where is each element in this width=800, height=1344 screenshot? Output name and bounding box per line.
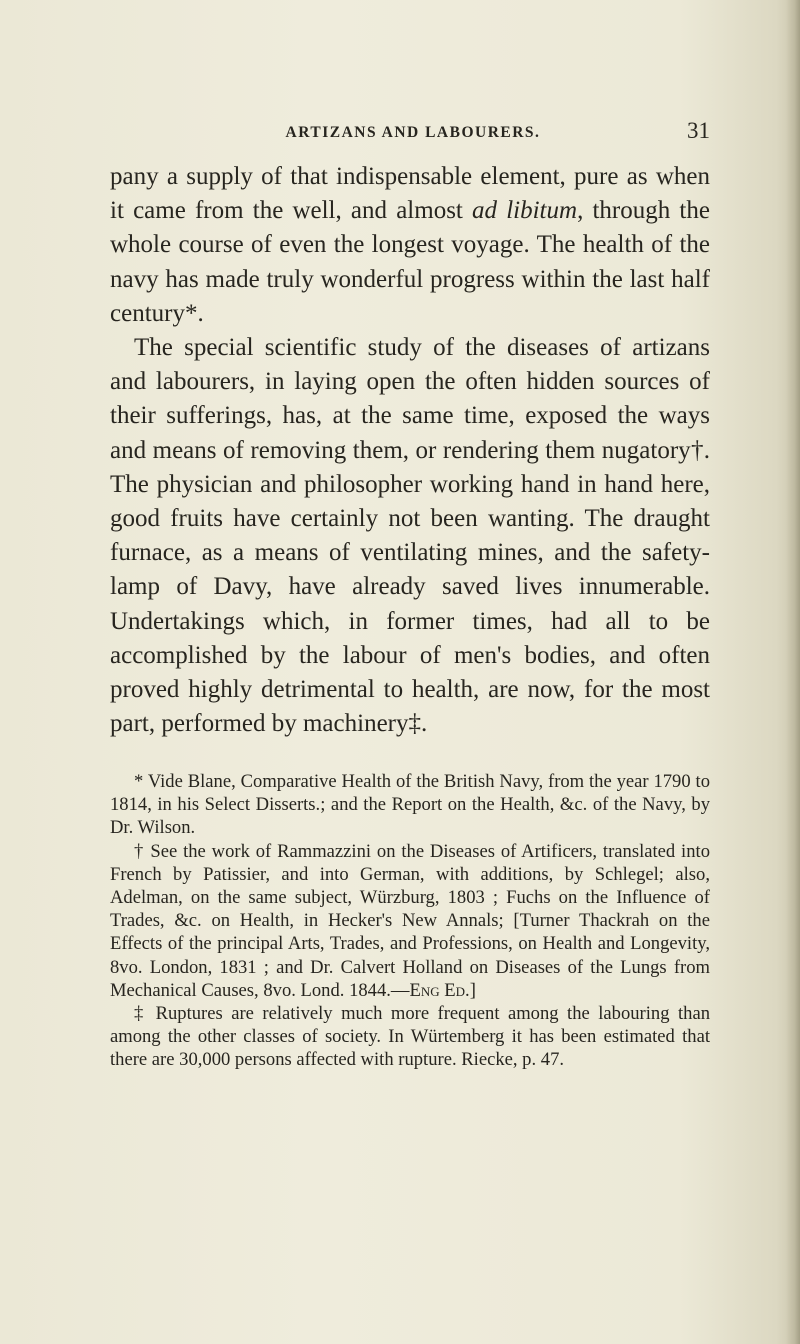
paragraph-1-part-a: pany a supply of that indispensable element, pure as when it came from the well, and almost (110, 163, 710, 225)
footnote-1: * Vide Blane, Comparative Health of the British Navy, from the year 1790 to 1814, in his Select Disserts.; and the Report on the Health, &c. of the Navy, by Dr. Wilson. (110, 771, 710, 839)
footnote-2 (110, 840, 710, 1002)
paragraph-1-italic: ad libitum (472, 197, 578, 225)
running-title: ARTIZANS AND LABOURERS. (285, 124, 541, 141)
footnote-2-part-b: ] (469, 979, 476, 1001)
footnote-2-part-a: † See the work of Rammazzini on the Diseases of Artificers, translated into French by Patissier, and into German, with additions, by Schlegel; also, Adelman, on the same subject, Würzburg, 1803 ; Fuchs on the Influence of Trades, &c. on Health, in Hecker's New Annals; [Turner Thackrah on the Effects of the principal Arts, Trades, and Professions, on Health and Longevity, 8vo. London, 1831 ; and Dr. Calvert Holland on Diseases of the Lungs from Mechanical Causes, 8vo. Lond. 1844.— (110, 840, 710, 1001)
running-header (116, 118, 710, 148)
footnote-3: ‡ Ruptures are relatively much more frequent among the labouring than among the other classes of society. In Würtemberg it has been estimated that there are 30,000 persons affected with rupture. Riecke, p. 47. (110, 1003, 710, 1071)
page-number: 31 (687, 118, 710, 143)
paragraph-1-part-b: , through the whole course of even the longest voyage. The health of the navy has made truly wonderful progress within the last half century*. (110, 197, 710, 327)
footnote-2-editor: Eng Ed. (409, 979, 470, 1001)
footnotes (110, 770, 710, 1072)
paragraph-2: The special scientific study of the diseases of artizans and labourers, in laying open the often hidden sources of their sufferings, has, at the same time, exposed the ways and means of removing them, or rendering them nugatory†. The physician and philosopher working hand in hand here, good fruits have certainly not been wanting. The draught furnace, as a means of ventilating mines, and the safety-lamp of Davy, have already saved lives innumerable. Undertakings which, in former times, had all to be accomplished by the labour of men's bodies, and often proved highly detrimental to health, are now, for the most part, performed by machinery‡. (110, 334, 710, 738)
main-text (110, 160, 710, 741)
paragraph-1 (110, 160, 710, 331)
page-edge-shadow (786, 0, 800, 1344)
